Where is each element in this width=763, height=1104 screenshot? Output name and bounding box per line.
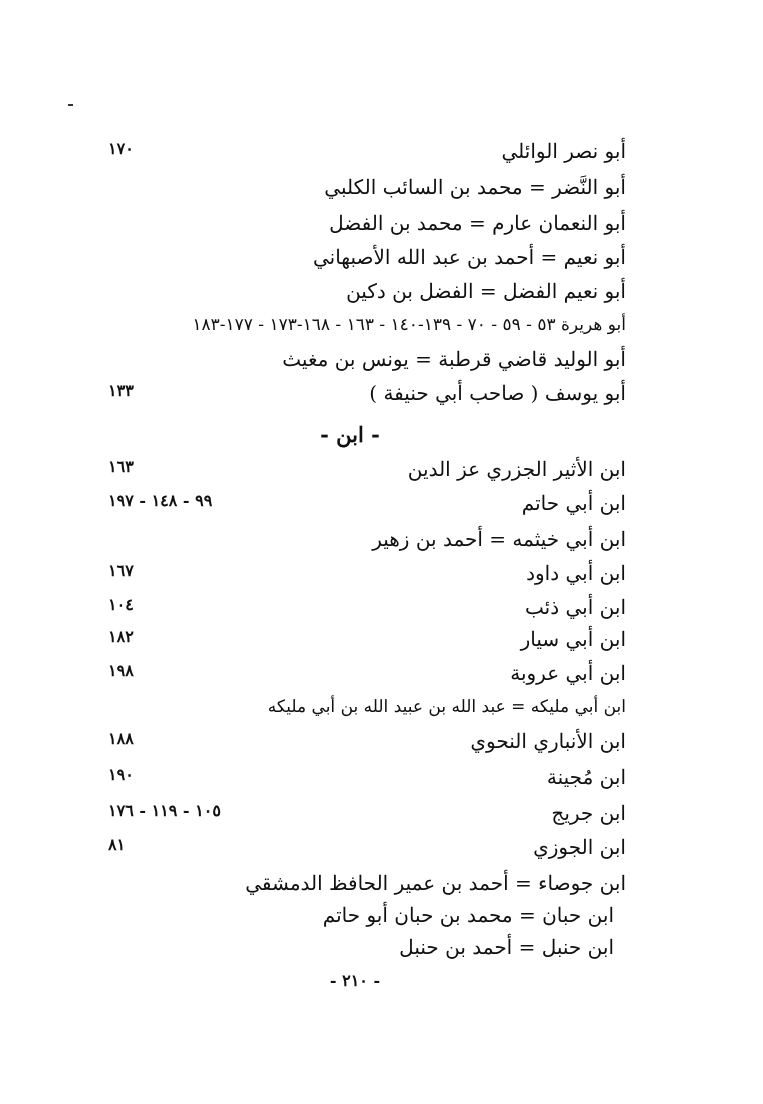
entry-name: أبو نعيم الفضل = الفضل بن دكين [346, 279, 626, 303]
entry-name: أبو نعيم = أحمد بن عبد الله الأصبهاني [312, 245, 626, 269]
index-entry [96, 134, 626, 168]
index-entry [96, 206, 626, 240]
entry-name: أبو النَّضر = محمد بن السائب الكلبي [324, 175, 626, 199]
entry-name: ابن أبي ذئب [525, 595, 626, 619]
entry-pages: ١٦٧ [108, 561, 134, 580]
index-entry [96, 452, 626, 486]
entry-name: أبو هريرة ٥٣ - ٥٩ - ٧٠ - ١٣٩-١٤٠ - ١٦٣ - ١٦٨-١٧٣ - ١٧٧-١٨٣ [192, 315, 626, 335]
entry-pages: ١٠٤ [108, 595, 134, 614]
entry-name: ابن أبي حاتم [521, 491, 626, 515]
entry-pages: ١٩٨ [108, 661, 134, 680]
index-entry [96, 486, 626, 520]
entry-name: أبو النعمان عارم = محمد بن الفضل [329, 211, 626, 235]
stray-mark [68, 104, 73, 106]
index-entry [96, 930, 626, 964]
index-entry [96, 240, 626, 274]
entry-name: أبو يوسف ( صاحب أبي حنيفة ) [369, 381, 626, 405]
index-entry [96, 376, 626, 410]
entry-name: ابن أبي عروبة [510, 661, 626, 685]
entry-pages: ١٠٥ - ١١٩ - ١٧٦ [108, 801, 221, 820]
index-entry [96, 170, 626, 204]
entry-name: ابن أبي مليكه = عبد الله بن عبيد الله بن أبي مليكه [267, 697, 626, 717]
index-entry [96, 622, 626, 656]
page-number: - ٢١٠ - [329, 971, 381, 990]
entry-name: أبو الوليد قاضي قرطبة = يونس بن مغيث [282, 347, 626, 371]
entry-name: أبو نصر الوائلي [501, 139, 626, 163]
index-entry [96, 274, 626, 308]
entry-name: ابن حنبل = أحمد بن حنبل [399, 935, 614, 959]
index-entry [96, 724, 626, 758]
index-entry [96, 590, 626, 624]
entry-pages: ٩٩ - ١٤٨ - ١٩٧ [108, 491, 213, 510]
entry-pages: ١٦٣ [108, 457, 134, 476]
entry-name: ابن جريج [551, 801, 626, 825]
entry-pages: ١٣٣ [108, 381, 134, 400]
index-entry [96, 760, 626, 794]
index-entry [96, 556, 626, 590]
entry-pages: ١٧٠ [108, 139, 134, 158]
entry-name: ابن أبي خيثمه = أحمد بن زهير [372, 527, 626, 551]
entry-pages: ١٨٢ [108, 627, 134, 646]
index-entry [96, 342, 626, 376]
section-heading: - ابن - [320, 422, 380, 447]
index-entry [96, 866, 626, 900]
entry-name: ابن الأنباري النحوي [470, 729, 626, 753]
entry-name: ابن أبي داود [526, 561, 626, 585]
entry-name: ابن الجوزي [533, 835, 626, 859]
entry-pages: ١٩٠ [108, 765, 134, 784]
index-entry [96, 308, 626, 342]
index-entry [96, 830, 626, 864]
entry-pages: ١٨٨ [108, 729, 134, 748]
index-entry [96, 656, 626, 690]
entry-name: ابن حبان = محمد بن حبان أبو حاتم [322, 903, 614, 927]
index-entry [96, 796, 626, 830]
entry-pages: ٨١ [108, 835, 126, 854]
index-entry [96, 522, 626, 556]
entry-name: ابن أبي سيار [520, 627, 626, 651]
entry-name: ابن جوصاء = أحمد بن عمير الحافظ الدمشقي [245, 871, 626, 895]
entry-name: ابن مُجينة [546, 765, 626, 789]
entry-name: ابن الأثير الجزري عز الدين [407, 457, 626, 481]
index-entry [96, 690, 626, 724]
index-entry [96, 898, 626, 932]
